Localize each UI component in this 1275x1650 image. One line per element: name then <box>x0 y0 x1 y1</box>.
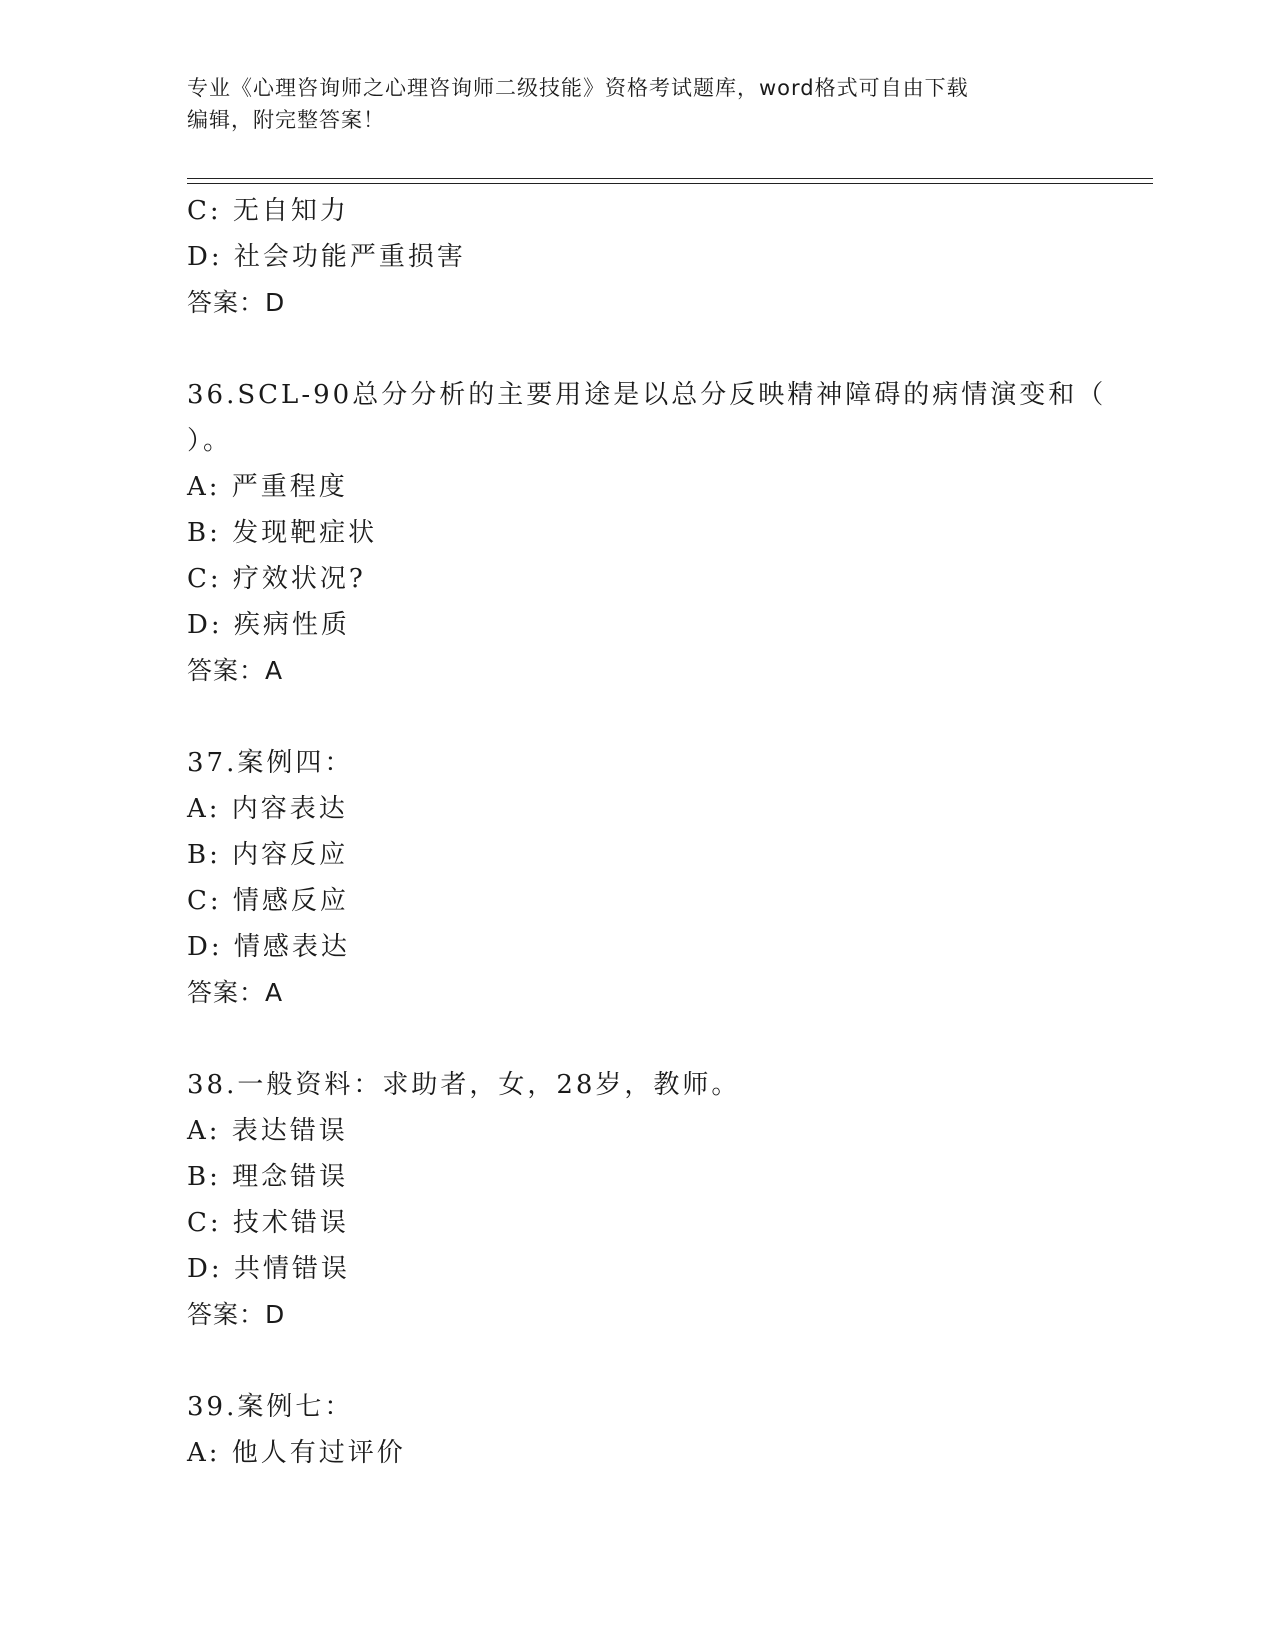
question-39 <box>187 1384 1087 1476</box>
question-stem: 36.SCL-90总分分析的主要用途是以总分反映精神障碍的病情演变和（ <box>187 380 1107 410</box>
option-b: B: 发现靶症状 <box>187 518 378 548</box>
option-c: C: 无自知力 <box>187 196 349 226</box>
answer-line: 答案：A <box>187 656 284 685</box>
header-rule-bottom <box>187 183 1153 184</box>
answer-line: 答案：A <box>187 978 284 1007</box>
option-d: D: 共情错误 <box>187 1254 350 1284</box>
document-header <box>187 72 1067 136</box>
question-37 <box>187 740 1087 1016</box>
question-stem-continued: ）。 <box>187 426 233 456</box>
option-b: B: 内容反应 <box>187 840 349 870</box>
option-d: D: 疾病性质 <box>187 610 350 640</box>
spacer <box>187 1016 1087 1062</box>
header-rule-top <box>187 178 1153 179</box>
spacer <box>187 326 1087 372</box>
question-38 <box>187 1062 1087 1338</box>
option-a: A: 他人有过评价 <box>187 1438 406 1468</box>
option-c: C: 技术错误 <box>187 1208 349 1238</box>
question-stem: 38.一般资料：求助者，女，28岁，教师。 <box>187 1070 741 1100</box>
spacer <box>187 1338 1087 1384</box>
answer-line: 答案：D <box>187 288 286 317</box>
header-line-2: 编辑，附完整答案！ <box>187 108 385 132</box>
question-stem: 39.案例七： <box>187 1392 354 1422</box>
option-c: C: 情感反应 <box>187 886 349 916</box>
option-a: A: 严重程度 <box>187 472 348 502</box>
question-content <box>187 188 1107 1476</box>
option-a: A: 内容表达 <box>187 794 348 824</box>
spacer <box>187 694 1087 740</box>
header-line-1: 专业《心理咨询师之心理咨询师二级技能》资格考试题库，word格式可自由下载 <box>187 76 969 100</box>
option-b: B: 理念错误 <box>187 1162 349 1192</box>
option-d: D: 情感表达 <box>187 932 350 962</box>
answer-line: 答案：D <box>187 1300 286 1329</box>
option-c: C: 疗效状况? <box>187 564 366 594</box>
option-d: D: 社会功能严重损害 <box>187 242 466 272</box>
question-35-continued <box>187 188 1087 326</box>
option-a: A: 表达错误 <box>187 1116 348 1146</box>
question-stem: 37.案例四： <box>187 748 354 778</box>
question-36 <box>187 372 1107 694</box>
